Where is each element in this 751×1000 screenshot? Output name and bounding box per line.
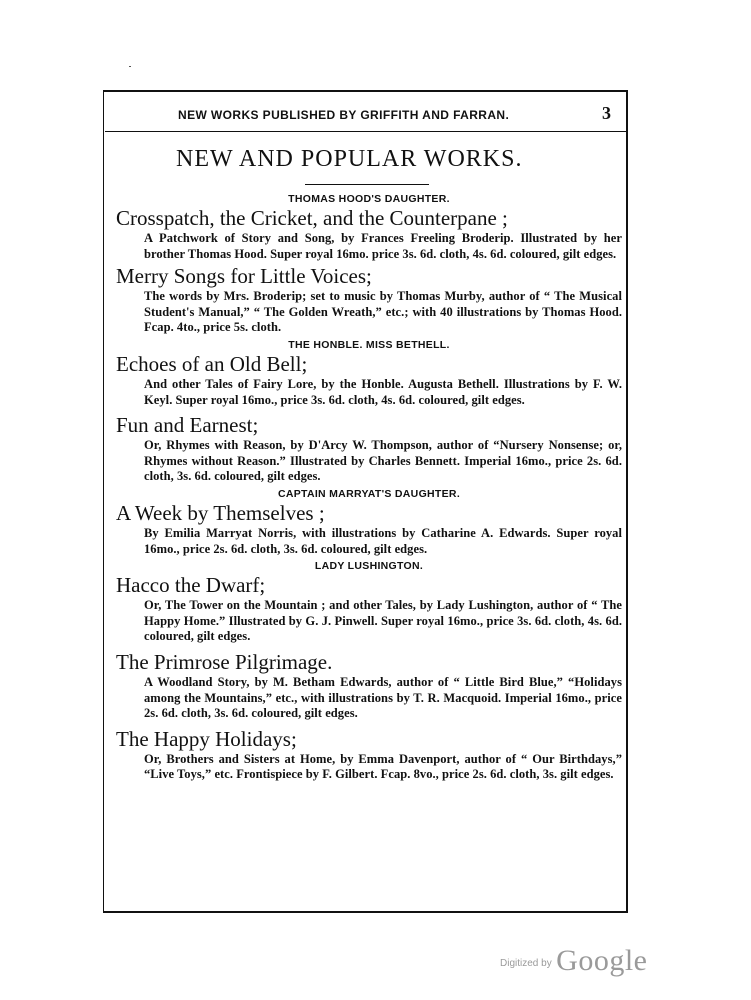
book-title: Hacco the Dwarf; — [116, 573, 266, 598]
book-list — [116, 192, 622, 785]
google-logo: Google — [556, 944, 648, 977]
book-title: The Happy Holidays; — [116, 726, 297, 751]
book-description: Or, Brothers and Sisters at Home, by Emma Davenport, author of “ Our Birthdays,” “Live Toys,” etc. Frontispiece by F. Gilbert. Fcap. 8vo., price 2s. 6d. cloth, 3s. gilt edges. — [144, 751, 622, 782]
book-entry — [116, 192, 622, 262]
book-title: Fun and Earnest; — [116, 413, 259, 438]
digitized-watermark — [500, 944, 647, 978]
book-title: A Week by Themselves ; — [116, 500, 325, 525]
book-title: Merry Songs for Little Voices; — [116, 264, 372, 289]
book-title: The Primrose Pilgrimage. — [116, 649, 333, 674]
book-title: Crosspatch, the Cricket, and the Counterpane ; — [116, 206, 508, 230]
watermark-prefix: Digitized by — [500, 958, 552, 969]
book-title: Echoes of an Old Bell; — [116, 351, 308, 376]
title-rule — [305, 184, 429, 185]
book-entry — [116, 338, 622, 408]
book-description: A Patchwork of Story and Song, by Frances Freeling Broderip. Illustrated by her brother Thomas Hood. Super royal 16mo. price 3s. 6d. cloth, 4s. 6d. coloured, gilt edges. — [144, 231, 622, 261]
book-description: By Emilia Marryat Norris, with illustrations by Catharine A. Edwards. Super royal 16mo., price 2s. 6d. cloth, 3s. 6d. coloured, gilt edges. — [144, 525, 622, 556]
book-description: Or, The Tower on the Mountain ; and other Tales, by Lady Lushington, author of “ The Happy Home.” Illustrated by G. J. Pinwell. Super royal 16mo., price 3s. 6d. cloth, 4s. 6d. coloured, gilt edges. — [144, 598, 622, 644]
book-entry — [116, 727, 622, 783]
book-entry — [116, 559, 622, 645]
book-description: A Woodland Story, by M. Betham Edwards, author of “ Little Bird Blue,” “Holidays among the Mountains,” etc., with illustrations by T. R. Macquoid. Imperial 16mo., price 2s. 6d. cloth, 3s. 6d. coloured, gilt edges. — [144, 674, 622, 721]
book-entry — [116, 487, 622, 557]
page-title: NEW AND POPULAR WORKS. — [176, 146, 523, 172]
running-head: NEW WORKS PUBLISHED BY GRIFFITH AND FARRAN. — [178, 108, 510, 122]
book-entry — [116, 650, 622, 722]
author-label: LADY LUSHINGTON. — [314, 560, 424, 573]
author-label: THOMAS HOOD'S DAUGHTER. — [288, 193, 450, 205]
book-entry — [116, 264, 622, 336]
book-description: The words by Mrs. Broderip; set to music by Thomas Murby, author of “ The Musical Student's Manual,” “ The Golden Wreath,” etc.; with 40 illustrations by Thomas Hood. Fcap. 4to., price 5s. cloth. — [144, 289, 622, 335]
book-entry — [116, 413, 622, 485]
book-description: Or, Rhymes with Reason, by D'Arcy W. Thompson, author of “Nursery Nonsense; or, Rhymes without Reason.” Illustrated by Charles Bennett. Imperial 16mo., price 2s. 6d. cloth, 3s. 6d. coloured, gilt edges. — [144, 438, 622, 484]
book-description: And other Tales of Fairy Lore, by the Honble. Augusta Bethell. Illustrations by F. W. Keyl. Super royal 16mo., price 3s. 6d. cloth, 4s. 6d. coloured, gilt edges. — [144, 376, 622, 407]
author-label: CAPTAIN MARRYAT'S DAUGHTER. — [277, 487, 461, 500]
page-number: 3 — [602, 103, 611, 123]
author-label: THE HONBLE. MISS BETHELL. — [288, 338, 450, 351]
stray-mark — [129, 66, 131, 67]
header-rule — [105, 131, 626, 132]
